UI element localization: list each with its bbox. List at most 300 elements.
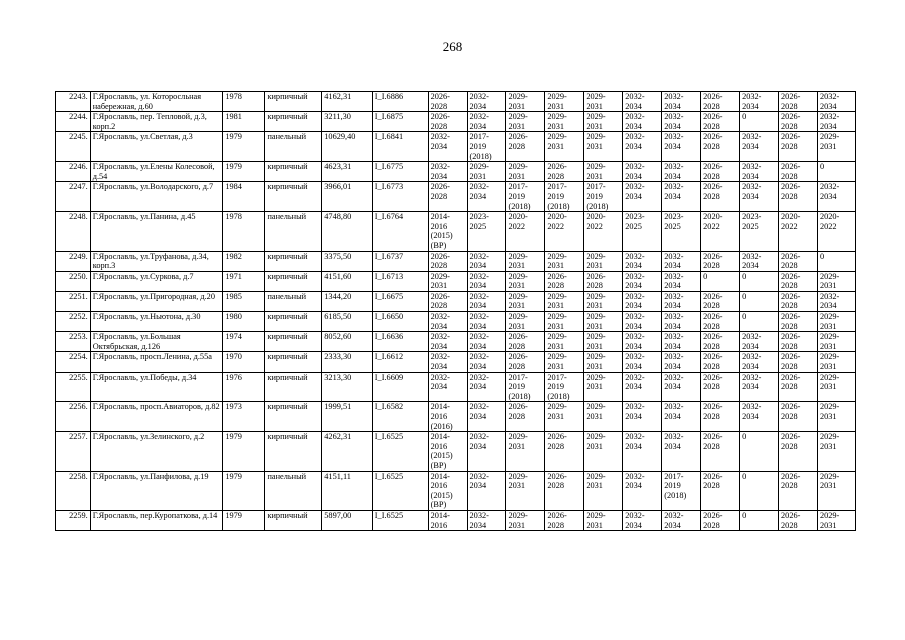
period-cell: 2032-2034	[467, 112, 506, 132]
period-cell: 2032-2034	[467, 352, 506, 372]
period-cell: 2029-2031	[584, 471, 623, 510]
period-cell: 2029-2031	[545, 402, 584, 432]
period-cell: 2029-2031	[506, 312, 545, 332]
period-cell: 2026-2028	[701, 372, 740, 402]
material-cell: кирпичный	[265, 352, 322, 372]
period-cell: 2029-2031	[428, 271, 467, 291]
period-cell: 2032-2034	[662, 332, 701, 352]
period-cell: 2029-2031	[506, 271, 545, 291]
period-cell: 2032-2034	[623, 432, 662, 471]
address-cell: Г.Ярославль, ул.Труфанова, д.34, корп.3	[90, 251, 223, 271]
period-cell: 2032-2034	[467, 92, 506, 112]
address-cell: Г.Ярославль, ул.Победы, д.34	[90, 372, 223, 402]
period-cell: 2029-2031	[817, 402, 855, 432]
period-cell: 2032-2034	[662, 291, 701, 311]
code-cell: I_I.6612	[372, 352, 428, 372]
period-cell: 2026-2028	[428, 182, 467, 212]
period-cell: 2032-2034	[662, 352, 701, 372]
period-cell: 2032-2034	[623, 402, 662, 432]
period-cell: 2023-2025	[662, 212, 701, 251]
material-cell: кирпичный	[265, 112, 322, 132]
period-cell: 2020-2022	[779, 212, 818, 251]
period-cell: 2032-2034	[467, 471, 506, 510]
period-cell: 2029-2031	[817, 352, 855, 372]
housing-registry-table	[55, 91, 856, 531]
area-cell: 4162,31	[322, 92, 373, 112]
period-cell: 0	[740, 271, 779, 291]
period-cell: 2032-2034	[623, 251, 662, 271]
row-number: 2244.	[56, 112, 91, 132]
period-cell: 2032-2034	[662, 271, 701, 291]
period-cell: 2026-2028	[779, 291, 818, 311]
period-cell: 2029-2031	[817, 432, 855, 471]
period-cell: 2026-2028	[506, 332, 545, 352]
row-number: 2251.	[56, 291, 91, 311]
row-number: 2250.	[56, 271, 91, 291]
year-cell: 1979	[223, 471, 265, 510]
code-cell: I_I.6525	[372, 510, 428, 530]
period-cell: 2029-2031	[506, 251, 545, 271]
period-cell: 2026-2028	[506, 402, 545, 432]
area-cell: 8052,60	[322, 332, 373, 352]
period-cell: 2026-2028	[779, 251, 818, 271]
year-cell: 1976	[223, 372, 265, 402]
period-cell: 2029-2031	[584, 432, 623, 471]
period-cell: 2026-2028	[779, 112, 818, 132]
period-cell: 2032-2034	[467, 510, 506, 530]
period-cell: 2032-2034	[623, 510, 662, 530]
period-cell: 2026-2028	[701, 432, 740, 471]
period-cell: 2032-2034	[740, 182, 779, 212]
period-cell: 0	[740, 312, 779, 332]
address-cell: Г.Ярославль, пер.Куропаткова, д.14	[90, 510, 223, 530]
address-cell: Г.Ярославль, ул.Панфилова, д.19	[90, 471, 223, 510]
period-cell: 2032-2034	[662, 510, 701, 530]
period-cell: 2032-2034	[623, 352, 662, 372]
area-cell: 4748,80	[322, 212, 373, 251]
period-cell: 2029-2031	[817, 132, 855, 162]
period-cell: 2032-2034	[428, 162, 467, 182]
row-number: 2245.	[56, 132, 91, 162]
period-cell: 2032-2034	[662, 182, 701, 212]
row-number: 2246.	[56, 162, 91, 182]
table-row	[56, 510, 856, 530]
code-cell: I_I.6525	[372, 432, 428, 471]
table-row	[56, 132, 856, 162]
year-cell: 1979	[223, 432, 265, 471]
period-cell: 2026-2028	[545, 510, 584, 530]
period-cell: 2029-2031	[817, 372, 855, 402]
row-number: 2253.	[56, 332, 91, 352]
period-cell: 2026-2028	[428, 291, 467, 311]
period-cell: 2032-2034	[467, 291, 506, 311]
period-cell: 2032-2034	[623, 92, 662, 112]
period-cell: 2032-2034	[817, 92, 855, 112]
material-cell: панельный	[265, 132, 322, 162]
period-cell: 2032-2034	[740, 132, 779, 162]
material-cell: панельный	[265, 471, 322, 510]
period-cell: 2032-2034	[740, 402, 779, 432]
material-cell: кирпичный	[265, 92, 322, 112]
period-cell: 2029-2031	[545, 112, 584, 132]
period-cell: 2032-2034	[623, 291, 662, 311]
period-cell: 2032-2034	[428, 372, 467, 402]
period-cell: 2032-2034	[662, 372, 701, 402]
year-cell: 1971	[223, 271, 265, 291]
period-cell: 2032-2034	[467, 432, 506, 471]
period-cell: 2020-2022	[817, 212, 855, 251]
code-cell: I_I.6773	[372, 182, 428, 212]
period-cell: 2029-2031	[817, 312, 855, 332]
period-cell: 2032-2034	[623, 112, 662, 132]
address-cell: Г.Ярославль, ул. Которосльная набережная, д.60	[90, 92, 223, 112]
period-cell: 2026-2028	[701, 352, 740, 372]
period-cell: 2032-2034	[662, 402, 701, 432]
period-cell: 2026-2028	[779, 332, 818, 352]
address-cell: Г.Ярославль, ул.Большая Октябрьская, д.126	[90, 332, 223, 352]
period-cell: 2017-2019 (2018)	[662, 471, 701, 510]
year-cell: 1978	[223, 92, 265, 112]
period-cell: 2026-2028	[701, 510, 740, 530]
period-cell: 2017-2019 (2018)	[545, 182, 584, 212]
period-cell: 2026-2028	[545, 162, 584, 182]
code-cell: I_I.6875	[372, 112, 428, 132]
row-number: 2258.	[56, 471, 91, 510]
period-cell: 2020-2022	[506, 212, 545, 251]
period-cell: 2029-2031	[584, 402, 623, 432]
period-cell: 2029-2031	[584, 510, 623, 530]
area-cell: 4623,31	[322, 162, 373, 182]
period-cell: 2026-2028	[545, 471, 584, 510]
period-cell: 2029-2031	[584, 251, 623, 271]
period-cell: 2017-2019 (2018)	[506, 182, 545, 212]
area-cell: 3213,30	[322, 372, 373, 402]
period-cell: 2029-2031	[545, 291, 584, 311]
period-cell: 2026-2028	[779, 132, 818, 162]
period-cell: 2032-2034	[428, 332, 467, 352]
period-cell: 2032-2034	[467, 251, 506, 271]
table-row	[56, 162, 856, 182]
material-cell: кирпичный	[265, 402, 322, 432]
address-cell: Г.Ярославль, просп.Ленина, д.55а	[90, 352, 223, 372]
period-cell: 2026-2028	[701, 92, 740, 112]
period-cell: 2026-2028	[701, 291, 740, 311]
table-row	[56, 312, 856, 332]
period-cell: 2029-2031	[817, 510, 855, 530]
table-row	[56, 432, 856, 471]
period-cell: 2029-2031	[584, 291, 623, 311]
period-cell: 2020-2022	[701, 212, 740, 251]
period-cell: 2026-2028	[506, 132, 545, 162]
area-cell: 10629,40	[322, 132, 373, 162]
period-cell: 2026-2028	[701, 182, 740, 212]
period-cell: 2032-2034	[467, 332, 506, 352]
period-cell: 2032-2034	[740, 332, 779, 352]
code-cell: I_I.6886	[372, 92, 428, 112]
period-cell: 2029-2031	[584, 112, 623, 132]
address-cell: Г.Ярославль, ул.Суркова, д.7	[90, 271, 223, 291]
row-number: 2256.	[56, 402, 91, 432]
year-cell: 1982	[223, 251, 265, 271]
period-cell: 2032-2034	[623, 182, 662, 212]
row-number: 2249.	[56, 251, 91, 271]
period-cell: 2029-2031	[545, 132, 584, 162]
row-number: 2243.	[56, 92, 91, 112]
period-cell: 2026-2028	[506, 352, 545, 372]
row-number: 2259.	[56, 510, 91, 530]
table-row	[56, 251, 856, 271]
period-cell: 2029-2031	[506, 510, 545, 530]
period-cell: 2029-2031	[584, 132, 623, 162]
period-cell: 2029-2031	[506, 471, 545, 510]
period-cell: 0	[740, 510, 779, 530]
row-number: 2257.	[56, 432, 91, 471]
year-cell: 1973	[223, 402, 265, 432]
row-number: 2255.	[56, 372, 91, 402]
table-row	[56, 212, 856, 251]
period-cell: 2026-2028	[701, 112, 740, 132]
address-cell: Г.Ярославль, ул.Пригородная, д.20	[90, 291, 223, 311]
period-cell: 2026-2028	[779, 402, 818, 432]
area-cell: 4151,60	[322, 271, 373, 291]
period-cell: 2026-2028	[701, 132, 740, 162]
period-cell: 0	[740, 112, 779, 132]
period-cell: 2029-2031	[817, 271, 855, 291]
period-cell: 2032-2034	[623, 312, 662, 332]
table-row	[56, 332, 856, 352]
period-cell: 2017-2019 (2018)	[584, 182, 623, 212]
period-cell: 2026-2028	[779, 312, 818, 332]
period-cell: 2032-2034	[740, 162, 779, 182]
code-cell: I_I.6582	[372, 402, 428, 432]
area-cell: 3966,01	[322, 182, 373, 212]
year-cell: 1985	[223, 291, 265, 311]
material-cell: кирпичный	[265, 312, 322, 332]
period-cell: 2029-2031	[506, 432, 545, 471]
period-cell: 2032-2034	[428, 132, 467, 162]
address-cell: Г.Ярославль, ул.Володарского, д.7	[90, 182, 223, 212]
period-cell: 2020-2022	[545, 212, 584, 251]
period-cell: 2029-2031	[584, 92, 623, 112]
period-cell: 2029-2031	[817, 332, 855, 352]
period-cell: 2026-2028	[428, 92, 467, 112]
code-cell: I_I.6525	[372, 471, 428, 510]
table-row	[56, 402, 856, 432]
period-cell: 2017-2019 (2018)	[545, 372, 584, 402]
period-cell: 2017-2019 (2018)	[506, 372, 545, 402]
period-cell: 0	[817, 251, 855, 271]
period-cell: 2023-2025	[740, 212, 779, 251]
period-cell: 2032-2034	[467, 182, 506, 212]
code-cell: I_I.6841	[372, 132, 428, 162]
material-cell: панельный	[265, 291, 322, 311]
period-cell: 2032-2034	[428, 352, 467, 372]
period-cell: 2032-2034	[662, 92, 701, 112]
period-cell: 2014-2016 (2015) (ВР)	[428, 432, 467, 471]
period-cell: 2026-2028	[779, 352, 818, 372]
area-cell: 4151,11	[322, 471, 373, 510]
period-cell: 2032-2034	[740, 352, 779, 372]
year-cell: 1979	[223, 162, 265, 182]
period-cell: 2029-2031	[506, 162, 545, 182]
address-cell: Г.Ярославль, ул.Елены Колесовой, д.54	[90, 162, 223, 182]
period-cell: 2032-2034	[740, 251, 779, 271]
year-cell: 1984	[223, 182, 265, 212]
period-cell: 0	[740, 291, 779, 311]
period-cell: 2026-2028	[428, 251, 467, 271]
year-cell: 1978	[223, 212, 265, 251]
period-cell: 2023-2025	[467, 212, 506, 251]
page-number: 268	[442, 39, 463, 54]
period-cell: 2032-2034	[467, 271, 506, 291]
period-cell: 2029-2031	[545, 251, 584, 271]
area-cell: 3211,30	[322, 112, 373, 132]
period-cell: 2026-2028	[779, 471, 818, 510]
period-cell: 2029-2031	[545, 312, 584, 332]
material-cell: кирпичный	[265, 251, 322, 271]
period-cell: 2029-2031	[506, 112, 545, 132]
period-cell: 2032-2034	[467, 312, 506, 332]
period-cell: 2026-2028	[701, 332, 740, 352]
period-cell: 2029-2031	[584, 352, 623, 372]
table-row	[56, 112, 856, 132]
period-cell: 2029-2031	[545, 352, 584, 372]
period-cell: 2026-2028	[584, 271, 623, 291]
period-cell: 2032-2034	[817, 291, 855, 311]
period-cell: 2029-2031	[545, 92, 584, 112]
period-cell: 2032-2034	[662, 251, 701, 271]
address-cell: Г.Ярославль, ул.Панина, д.45	[90, 212, 223, 251]
period-cell: 2026-2028	[701, 162, 740, 182]
address-cell: Г.Ярославль, ул.Зелинского, д.2	[90, 432, 223, 471]
period-cell: 2032-2034	[662, 112, 701, 132]
period-cell: 2026-2028	[701, 471, 740, 510]
row-number: 2248.	[56, 212, 91, 251]
code-cell: I_I.6764	[372, 212, 428, 251]
period-cell: 2029-2031	[817, 471, 855, 510]
period-cell: 2014-2016 (2016)	[428, 402, 467, 432]
material-cell: кирпичный	[265, 162, 322, 182]
period-cell: 2032-2034	[817, 112, 855, 132]
period-cell: 2014-2016	[428, 510, 467, 530]
period-cell: 2032-2034	[740, 92, 779, 112]
material-cell: кирпичный	[265, 271, 322, 291]
code-cell: I_I.6609	[372, 372, 428, 402]
area-cell: 5897,00	[322, 510, 373, 530]
period-cell: 2032-2034	[740, 372, 779, 402]
address-cell: Г.Ярославль, пер. Тепловой, д.3, корп.2	[90, 112, 223, 132]
period-cell: 2029-2031	[545, 332, 584, 352]
code-cell: I_I.6775	[372, 162, 428, 182]
period-cell: 2029-2031	[584, 162, 623, 182]
year-cell: 1979	[223, 510, 265, 530]
period-cell: 2029-2031	[506, 92, 545, 112]
address-cell: Г.Ярославль, ул.Ньютона, д.30	[90, 312, 223, 332]
period-cell: 2032-2034	[467, 402, 506, 432]
period-cell: 2032-2034	[467, 372, 506, 402]
period-cell: 2029-2031	[467, 162, 506, 182]
period-cell: 0	[701, 271, 740, 291]
material-cell: кирпичный	[265, 372, 322, 402]
period-cell: 2032-2034	[623, 372, 662, 402]
row-number: 2254.	[56, 352, 91, 372]
table-row	[56, 372, 856, 402]
year-cell: 1981	[223, 112, 265, 132]
area-cell: 2333,30	[322, 352, 373, 372]
period-cell: 2014-2016 (2015) (ВР)	[428, 471, 467, 510]
period-cell: 2026-2028	[545, 432, 584, 471]
period-cell: 2032-2034	[662, 162, 701, 182]
area-cell: 1999,51	[322, 402, 373, 432]
period-cell: 2026-2028	[701, 402, 740, 432]
table-row	[56, 352, 856, 372]
period-cell: 2032-2034	[623, 132, 662, 162]
period-cell: 2032-2034	[817, 182, 855, 212]
period-cell: 2032-2034	[623, 162, 662, 182]
period-cell: 0	[740, 432, 779, 471]
period-cell: 2032-2034	[623, 471, 662, 510]
period-cell: 2029-2031	[584, 312, 623, 332]
period-cell: 2017-2019 (2018)	[467, 132, 506, 162]
material-cell: кирпичный	[265, 332, 322, 352]
period-cell: 2026-2028	[428, 112, 467, 132]
period-cell: 2014-2016 (2015) (ВР)	[428, 212, 467, 251]
table-row	[56, 182, 856, 212]
period-cell: 2026-2028	[779, 92, 818, 112]
period-cell: 2023-2025	[623, 212, 662, 251]
material-cell: кирпичный	[265, 510, 322, 530]
table-row	[56, 471, 856, 510]
material-cell: кирпичный	[265, 182, 322, 212]
period-cell: 2020-2022	[584, 212, 623, 251]
area-cell: 6185,50	[322, 312, 373, 332]
code-cell: I_I.6675	[372, 291, 428, 311]
address-cell: Г.Ярославль, ул.Светлая, д.3	[90, 132, 223, 162]
period-cell: 2026-2028	[779, 432, 818, 471]
row-number: 2252.	[56, 312, 91, 332]
table-row	[56, 92, 856, 112]
year-cell: 1980	[223, 312, 265, 332]
code-cell: I_I.6650	[372, 312, 428, 332]
period-cell: 2029-2031	[506, 291, 545, 311]
code-cell: I_I.6737	[372, 251, 428, 271]
period-cell: 2026-2028	[779, 271, 818, 291]
code-cell: I_I.6636	[372, 332, 428, 352]
period-cell: 2029-2031	[584, 332, 623, 352]
period-cell: 2026-2028	[779, 182, 818, 212]
period-cell: 2032-2034	[662, 132, 701, 162]
period-cell: 2029-2031	[584, 372, 623, 402]
period-cell: 2026-2028	[545, 271, 584, 291]
period-cell: 0	[817, 162, 855, 182]
period-cell: 2026-2028	[701, 312, 740, 332]
area-cell: 1344,20	[322, 291, 373, 311]
code-cell: I_I.6713	[372, 271, 428, 291]
period-cell: 2032-2034	[623, 332, 662, 352]
year-cell: 1979	[223, 132, 265, 162]
period-cell: 2026-2028	[779, 372, 818, 402]
area-cell: 4262,31	[322, 432, 373, 471]
period-cell: 2032-2034	[662, 432, 701, 471]
table-body	[56, 92, 856, 531]
table-row	[56, 271, 856, 291]
period-cell: 2026-2028	[701, 251, 740, 271]
area-cell: 3375,50	[322, 251, 373, 271]
row-number: 2247.	[56, 182, 91, 212]
period-cell: 0	[740, 471, 779, 510]
table-row	[56, 291, 856, 311]
year-cell: 1974	[223, 332, 265, 352]
